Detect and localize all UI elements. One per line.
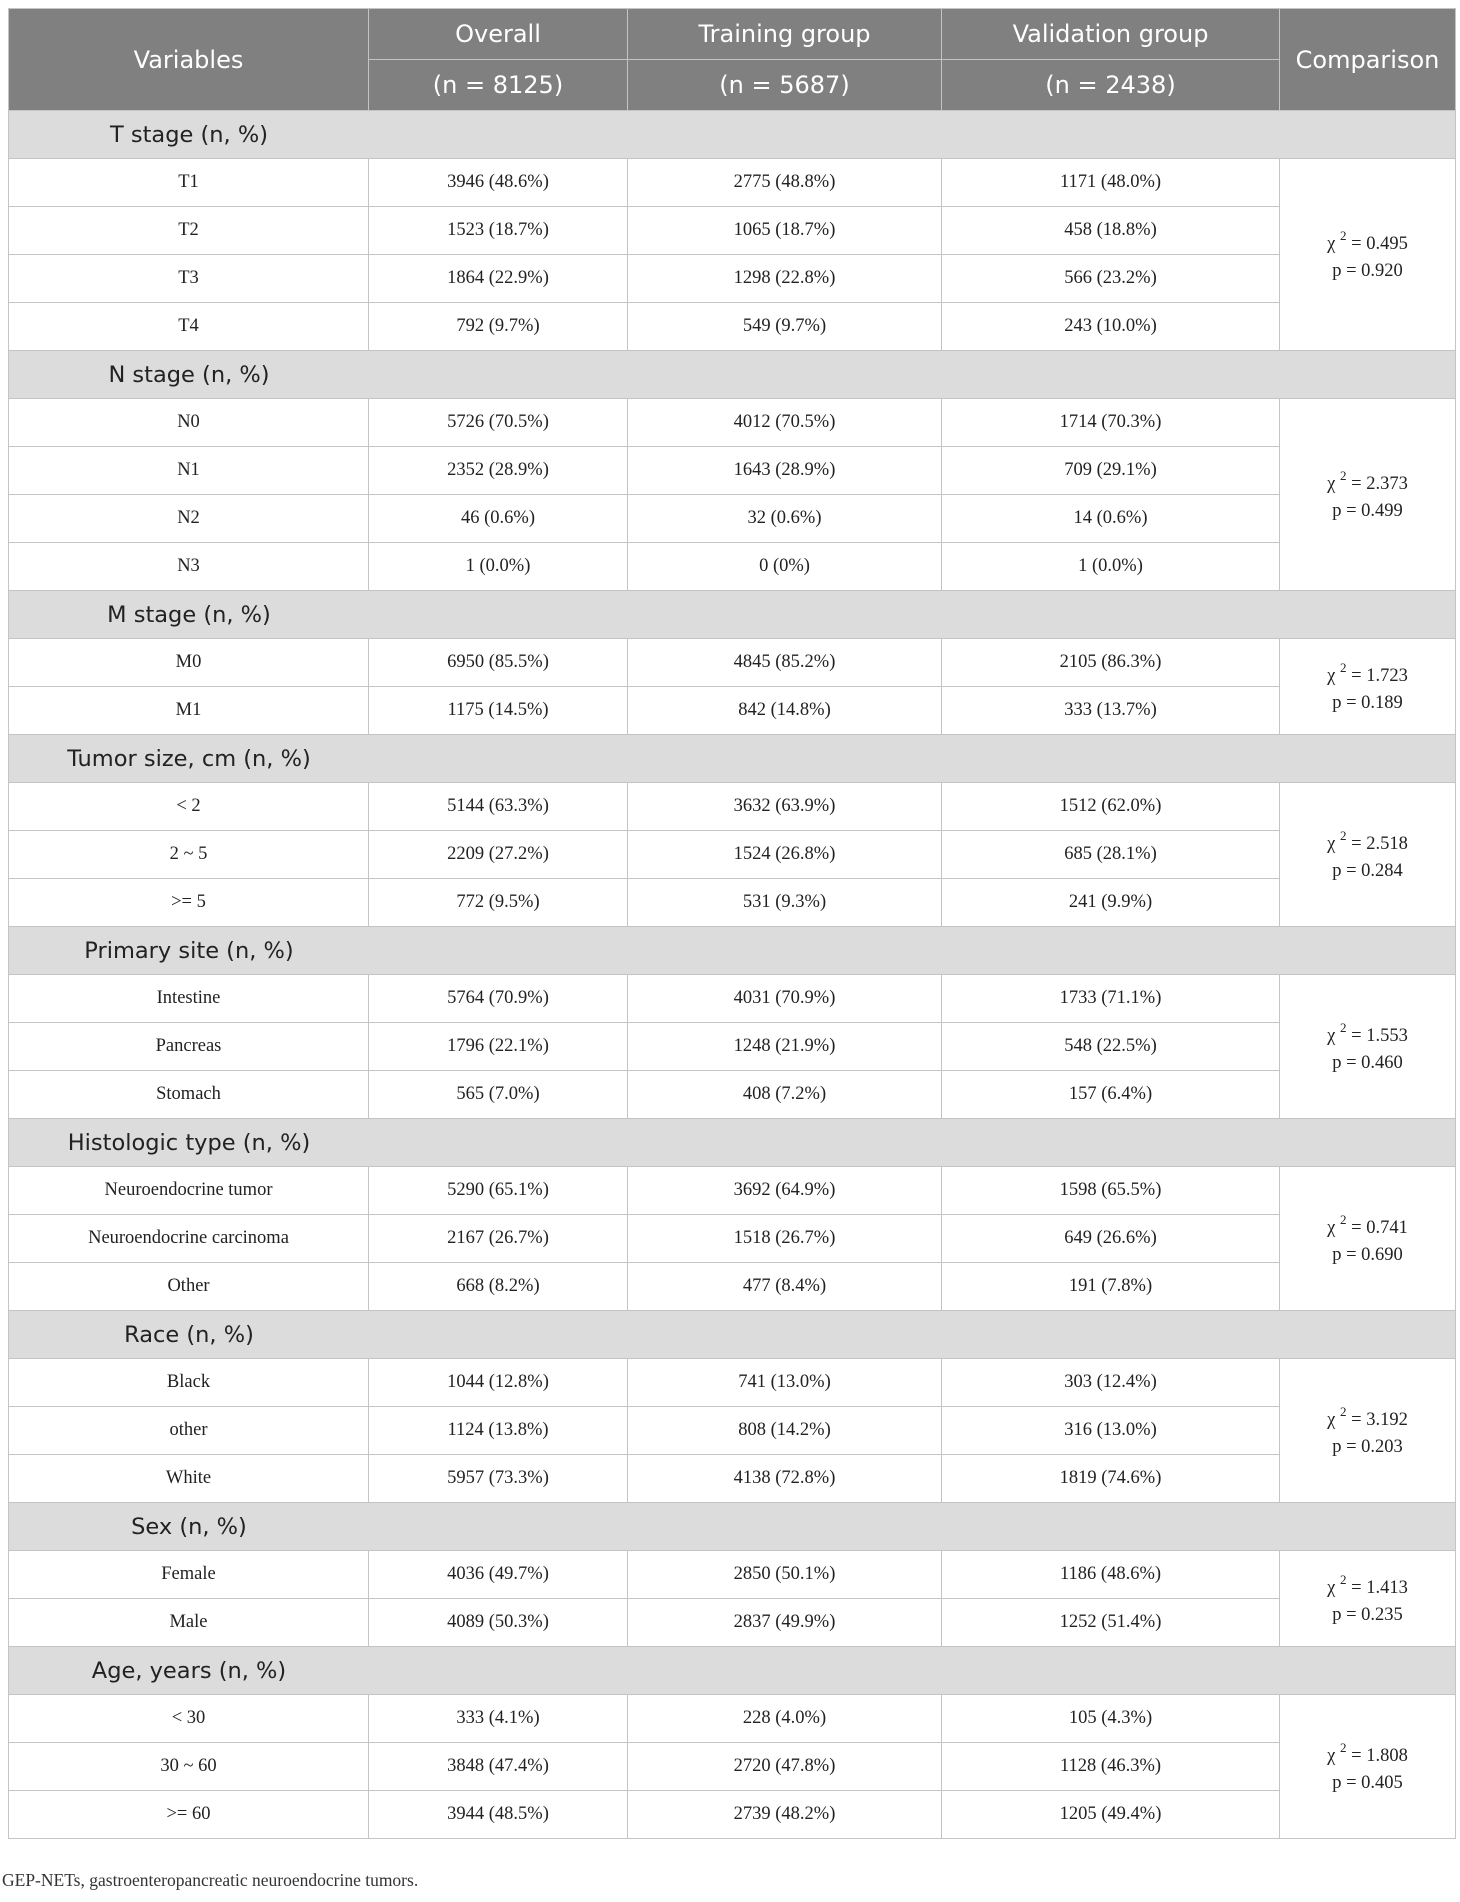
overall-cell: 3848 (47.4%) bbox=[369, 1743, 628, 1791]
row-label: Pancreas bbox=[9, 1023, 369, 1071]
p-value: p = 0.203 bbox=[1332, 1437, 1403, 1458]
header-training-n: (n = 5687) bbox=[628, 60, 942, 111]
table-row bbox=[9, 207, 1456, 255]
chi-square-line bbox=[1280, 656, 1455, 690]
overall-cell: 2352 (28.9%) bbox=[369, 447, 628, 495]
row-label: Black bbox=[9, 1359, 369, 1407]
chi-square-value: = 2.518 bbox=[1351, 834, 1408, 855]
table-body bbox=[9, 111, 1456, 1839]
validation-cell: 548 (22.5%) bbox=[942, 1023, 1280, 1071]
section-header-row bbox=[9, 1311, 1456, 1359]
section-header-cell bbox=[9, 111, 1456, 159]
training-cell: 2775 (48.8%) bbox=[628, 159, 942, 207]
table-row bbox=[9, 831, 1456, 879]
overall-cell: 6950 (85.5%) bbox=[369, 639, 628, 687]
comparison-cell bbox=[1280, 159, 1456, 351]
table-row bbox=[9, 1359, 1456, 1407]
training-cell: 1518 (26.7%) bbox=[628, 1215, 942, 1263]
chi-superscript: 2 bbox=[1340, 1571, 1347, 1587]
table-row bbox=[9, 495, 1456, 543]
section-header-row bbox=[9, 735, 1456, 783]
section-header-row bbox=[9, 1503, 1456, 1551]
chi-square-value: = 1.553 bbox=[1351, 1026, 1408, 1047]
header-overall-n: (n = 8125) bbox=[369, 60, 628, 111]
chi-superscript: 2 bbox=[1340, 1019, 1347, 1035]
section-header-row bbox=[9, 1647, 1456, 1695]
row-label: Neuroendocrine tumor bbox=[9, 1167, 369, 1215]
row-label: 2 ~ 5 bbox=[9, 831, 369, 879]
chi-symbol: χ bbox=[1327, 666, 1336, 687]
chi-square-line bbox=[1280, 824, 1455, 858]
header-overall: Overall bbox=[369, 9, 628, 60]
training-cell: 32 (0.6%) bbox=[628, 495, 942, 543]
header-validation-n: (n = 2438) bbox=[942, 60, 1280, 111]
validation-cell: 303 (12.4%) bbox=[942, 1359, 1280, 1407]
overall-cell: 3946 (48.6%) bbox=[369, 159, 628, 207]
header-training: Training group bbox=[628, 9, 942, 60]
section-label: Histologic type (n, %) bbox=[67, 1129, 311, 1156]
row-label: Male bbox=[9, 1599, 369, 1647]
table-wrapper bbox=[8, 8, 1455, 1839]
training-cell: 3632 (63.9%) bbox=[628, 783, 942, 831]
row-label: T3 bbox=[9, 255, 369, 303]
training-cell: 2739 (48.2%) bbox=[628, 1791, 942, 1839]
section-header-cell bbox=[9, 735, 1456, 783]
section-header-cell bbox=[9, 927, 1456, 975]
overall-cell: 2209 (27.2%) bbox=[369, 831, 628, 879]
overall-cell: 46 (0.6%) bbox=[369, 495, 628, 543]
training-cell: 808 (14.2%) bbox=[628, 1407, 942, 1455]
comparison-cell bbox=[1280, 783, 1456, 927]
comparison-cell bbox=[1280, 1695, 1456, 1839]
table-row bbox=[9, 399, 1456, 447]
comparison-cell bbox=[1280, 399, 1456, 591]
training-cell: 2837 (49.9%) bbox=[628, 1599, 942, 1647]
table-row bbox=[9, 1599, 1456, 1647]
header-validation: Validation group bbox=[942, 9, 1280, 60]
chi-square-line bbox=[1280, 1208, 1455, 1242]
training-cell: 3692 (64.9%) bbox=[628, 1167, 942, 1215]
p-value: p = 0.235 bbox=[1332, 1605, 1403, 1626]
table-row bbox=[9, 1791, 1456, 1839]
validation-cell: 1 (0.0%) bbox=[942, 543, 1280, 591]
validation-cell: 14 (0.6%) bbox=[942, 495, 1280, 543]
overall-cell: 5764 (70.9%) bbox=[369, 975, 628, 1023]
table-row bbox=[9, 1695, 1456, 1743]
section-header-row bbox=[9, 927, 1456, 975]
training-cell: 741 (13.0%) bbox=[628, 1359, 942, 1407]
comparison-cell bbox=[1280, 975, 1456, 1119]
section-header-row bbox=[9, 1119, 1456, 1167]
row-label: 30 ~ 60 bbox=[9, 1743, 369, 1791]
table-row bbox=[9, 687, 1456, 735]
validation-cell: 1171 (48.0%) bbox=[942, 159, 1280, 207]
row-label: Female bbox=[9, 1551, 369, 1599]
section-header-cell bbox=[9, 1311, 1456, 1359]
chi-superscript: 2 bbox=[1340, 467, 1347, 483]
row-label: N3 bbox=[9, 543, 369, 591]
chi-square-value: = 1.808 bbox=[1351, 1746, 1408, 1767]
table-row bbox=[9, 1551, 1456, 1599]
chi-square-value: = 2.373 bbox=[1351, 474, 1408, 495]
table-row bbox=[9, 783, 1456, 831]
overall-cell: 792 (9.7%) bbox=[369, 303, 628, 351]
overall-cell: 2167 (26.7%) bbox=[369, 1215, 628, 1263]
overall-cell: 668 (8.2%) bbox=[369, 1263, 628, 1311]
overall-cell: 565 (7.0%) bbox=[369, 1071, 628, 1119]
comparison-cell bbox=[1280, 1551, 1456, 1647]
row-label: >= 60 bbox=[9, 1791, 369, 1839]
table-row bbox=[9, 543, 1456, 591]
overall-cell: 5144 (63.3%) bbox=[369, 783, 628, 831]
table-row bbox=[9, 1263, 1456, 1311]
chi-square-value: = 0.741 bbox=[1351, 1218, 1408, 1239]
section-header-cell bbox=[9, 1647, 1456, 1695]
row-label: Intestine bbox=[9, 975, 369, 1023]
baseline-characteristics-table bbox=[8, 8, 1456, 1839]
table-row bbox=[9, 1071, 1456, 1119]
table-row bbox=[9, 975, 1456, 1023]
overall-cell: 3944 (48.5%) bbox=[369, 1791, 628, 1839]
header-variables: Variables bbox=[9, 9, 369, 111]
chi-symbol: χ bbox=[1327, 1578, 1336, 1599]
validation-cell: 458 (18.8%) bbox=[942, 207, 1280, 255]
row-label: Stomach bbox=[9, 1071, 369, 1119]
chi-square-value: = 3.192 bbox=[1351, 1410, 1408, 1431]
section-label: M stage (n, %) bbox=[107, 601, 271, 628]
table-row bbox=[9, 1407, 1456, 1455]
validation-cell: 157 (6.4%) bbox=[942, 1071, 1280, 1119]
table-row bbox=[9, 1743, 1456, 1791]
validation-cell: 1733 (71.1%) bbox=[942, 975, 1280, 1023]
row-label: M0 bbox=[9, 639, 369, 687]
overall-cell: 5290 (65.1%) bbox=[369, 1167, 628, 1215]
section-label: T stage (n, %) bbox=[109, 121, 268, 148]
row-label: T1 bbox=[9, 159, 369, 207]
chi-square-line bbox=[1280, 1568, 1455, 1602]
row-label: Neuroendocrine carcinoma bbox=[9, 1215, 369, 1263]
row-label: < 30 bbox=[9, 1695, 369, 1743]
section-header-row bbox=[9, 111, 1456, 159]
p-value: p = 0.690 bbox=[1332, 1245, 1403, 1266]
p-value: p = 0.499 bbox=[1332, 501, 1403, 522]
validation-cell: 649 (26.6%) bbox=[942, 1215, 1280, 1263]
row-label: < 2 bbox=[9, 783, 369, 831]
row-label: N1 bbox=[9, 447, 369, 495]
validation-cell: 685 (28.1%) bbox=[942, 831, 1280, 879]
chi-symbol: χ bbox=[1327, 1218, 1336, 1239]
training-cell: 1298 (22.8%) bbox=[628, 255, 942, 303]
validation-cell: 1819 (74.6%) bbox=[942, 1455, 1280, 1503]
section-header-cell bbox=[9, 591, 1456, 639]
section-label: Tumor size, cm (n, %) bbox=[67, 745, 311, 772]
validation-cell: 2105 (86.3%) bbox=[942, 639, 1280, 687]
p-value: p = 0.189 bbox=[1332, 693, 1403, 714]
chi-superscript: 2 bbox=[1340, 1739, 1347, 1755]
p-value: p = 0.920 bbox=[1332, 261, 1403, 282]
table-row bbox=[9, 255, 1456, 303]
section-label: Age, years (n, %) bbox=[91, 1657, 287, 1684]
table-row bbox=[9, 1023, 1456, 1071]
validation-cell: 241 (9.9%) bbox=[942, 879, 1280, 927]
validation-cell: 1128 (46.3%) bbox=[942, 1743, 1280, 1791]
section-label: Sex (n, %) bbox=[131, 1513, 247, 1540]
table-footnote: GEP-NETs, gastroenteropancreatic neuroendocrine tumors. bbox=[2, 1870, 419, 1890]
section-header-row bbox=[9, 591, 1456, 639]
validation-cell: 105 (4.3%) bbox=[942, 1695, 1280, 1743]
validation-cell: 191 (7.8%) bbox=[942, 1263, 1280, 1311]
table-row bbox=[9, 447, 1456, 495]
chi-symbol: χ bbox=[1327, 234, 1336, 255]
section-label: Race (n, %) bbox=[124, 1321, 254, 1348]
section-header-row bbox=[9, 351, 1456, 399]
section-label: Primary site (n, %) bbox=[84, 937, 294, 964]
table-row bbox=[9, 879, 1456, 927]
section-label: N stage (n, %) bbox=[108, 361, 270, 388]
training-cell: 4031 (70.9%) bbox=[628, 975, 942, 1023]
table-row bbox=[9, 1455, 1456, 1503]
header-comparison: Comparison bbox=[1280, 9, 1456, 111]
overall-cell: 5957 (73.3%) bbox=[369, 1455, 628, 1503]
overall-cell: 1175 (14.5%) bbox=[369, 687, 628, 735]
training-cell: 4012 (70.5%) bbox=[628, 399, 942, 447]
section-header-cell bbox=[9, 1503, 1456, 1551]
comparison-cell bbox=[1280, 1167, 1456, 1311]
row-label: T2 bbox=[9, 207, 369, 255]
validation-cell: 243 (10.0%) bbox=[942, 303, 1280, 351]
row-label: T4 bbox=[9, 303, 369, 351]
training-cell: 1524 (26.8%) bbox=[628, 831, 942, 879]
training-cell: 0 (0%) bbox=[628, 543, 942, 591]
training-cell: 2720 (47.8%) bbox=[628, 1743, 942, 1791]
row-label: Other bbox=[9, 1263, 369, 1311]
training-cell: 1248 (21.9%) bbox=[628, 1023, 942, 1071]
chi-symbol: χ bbox=[1327, 1026, 1336, 1047]
chi-superscript: 2 bbox=[1340, 1211, 1347, 1227]
row-label: M1 bbox=[9, 687, 369, 735]
validation-cell: 1186 (48.6%) bbox=[942, 1551, 1280, 1599]
training-cell: 842 (14.8%) bbox=[628, 687, 942, 735]
table-row bbox=[9, 303, 1456, 351]
chi-square-line bbox=[1280, 1400, 1455, 1434]
overall-cell: 333 (4.1%) bbox=[369, 1695, 628, 1743]
training-cell: 228 (4.0%) bbox=[628, 1695, 942, 1743]
section-header-cell bbox=[9, 1119, 1456, 1167]
table-row bbox=[9, 1167, 1456, 1215]
comparison-cell bbox=[1280, 639, 1456, 735]
chi-square-line bbox=[1280, 1016, 1455, 1050]
table-row bbox=[9, 639, 1456, 687]
training-cell: 531 (9.3%) bbox=[628, 879, 942, 927]
section-header-cell bbox=[9, 351, 1456, 399]
p-value: p = 0.405 bbox=[1332, 1773, 1403, 1794]
validation-cell: 709 (29.1%) bbox=[942, 447, 1280, 495]
overall-cell: 1 (0.0%) bbox=[369, 543, 628, 591]
validation-cell: 1205 (49.4%) bbox=[942, 1791, 1280, 1839]
chi-square-line bbox=[1280, 224, 1455, 258]
chi-symbol: χ bbox=[1327, 1410, 1336, 1431]
chi-symbol: χ bbox=[1327, 474, 1336, 495]
validation-cell: 1714 (70.3%) bbox=[942, 399, 1280, 447]
training-cell: 1065 (18.7%) bbox=[628, 207, 942, 255]
overall-cell: 4036 (49.7%) bbox=[369, 1551, 628, 1599]
overall-cell: 4089 (50.3%) bbox=[369, 1599, 628, 1647]
validation-cell: 1512 (62.0%) bbox=[942, 783, 1280, 831]
overall-cell: 1044 (12.8%) bbox=[369, 1359, 628, 1407]
chi-square-line bbox=[1280, 1736, 1455, 1770]
validation-cell: 1252 (51.4%) bbox=[942, 1599, 1280, 1647]
p-value: p = 0.284 bbox=[1332, 861, 1403, 882]
training-cell: 549 (9.7%) bbox=[628, 303, 942, 351]
overall-cell: 1124 (13.8%) bbox=[369, 1407, 628, 1455]
row-label: >= 5 bbox=[9, 879, 369, 927]
chi-square-value: = 1.413 bbox=[1351, 1578, 1408, 1599]
overall-cell: 1864 (22.9%) bbox=[369, 255, 628, 303]
chi-symbol: χ bbox=[1327, 834, 1336, 855]
validation-cell: 333 (13.7%) bbox=[942, 687, 1280, 735]
validation-cell: 316 (13.0%) bbox=[942, 1407, 1280, 1455]
p-value: p = 0.460 bbox=[1332, 1053, 1403, 1074]
chi-square-value: = 0.495 bbox=[1351, 234, 1408, 255]
chi-superscript: 2 bbox=[1340, 659, 1347, 675]
overall-cell: 772 (9.5%) bbox=[369, 879, 628, 927]
overall-cell: 1523 (18.7%) bbox=[369, 207, 628, 255]
training-cell: 4845 (85.2%) bbox=[628, 639, 942, 687]
validation-cell: 1598 (65.5%) bbox=[942, 1167, 1280, 1215]
validation-cell: 566 (23.2%) bbox=[942, 255, 1280, 303]
chi-superscript: 2 bbox=[1340, 1403, 1347, 1419]
row-label: other bbox=[9, 1407, 369, 1455]
chi-symbol: χ bbox=[1327, 1746, 1336, 1767]
chi-superscript: 2 bbox=[1340, 827, 1347, 843]
row-label: N0 bbox=[9, 399, 369, 447]
training-cell: 1643 (28.9%) bbox=[628, 447, 942, 495]
training-cell: 4138 (72.8%) bbox=[628, 1455, 942, 1503]
table-row bbox=[9, 159, 1456, 207]
chi-square-value: = 1.723 bbox=[1351, 666, 1408, 687]
overall-cell: 5726 (70.5%) bbox=[369, 399, 628, 447]
overall-cell: 1796 (22.1%) bbox=[369, 1023, 628, 1071]
row-label: N2 bbox=[9, 495, 369, 543]
row-label: White bbox=[9, 1455, 369, 1503]
training-cell: 2850 (50.1%) bbox=[628, 1551, 942, 1599]
chi-square-line bbox=[1280, 464, 1455, 498]
comparison-cell bbox=[1280, 1359, 1456, 1503]
table-row bbox=[9, 1215, 1456, 1263]
chi-superscript: 2 bbox=[1340, 227, 1347, 243]
training-cell: 408 (7.2%) bbox=[628, 1071, 942, 1119]
table-header bbox=[9, 9, 1456, 111]
training-cell: 477 (8.4%) bbox=[628, 1263, 942, 1311]
